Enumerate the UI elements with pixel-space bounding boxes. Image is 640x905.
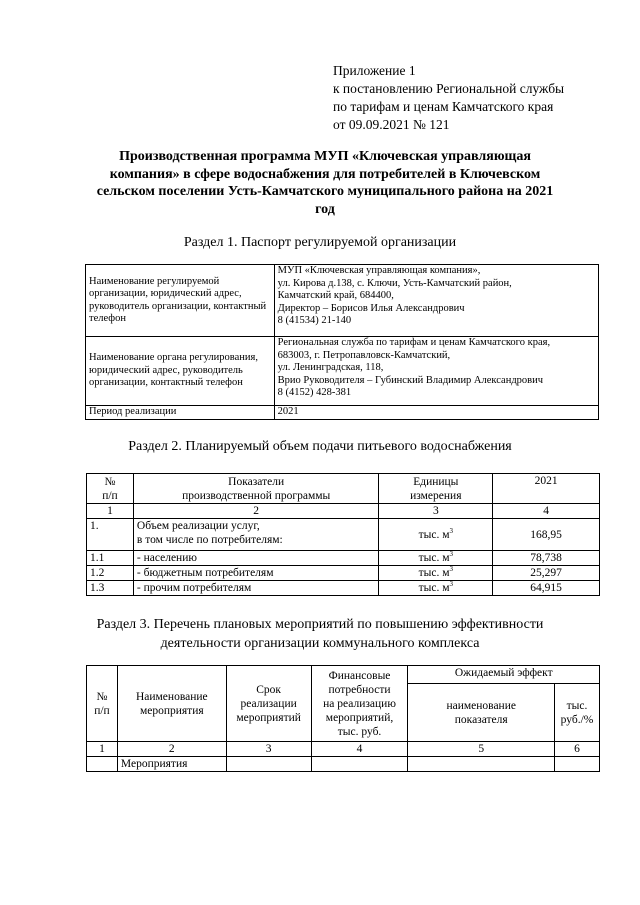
table-row <box>87 757 600 772</box>
measures-table <box>86 665 600 772</box>
value-line: МУП «Ключевская управляющая компания», <box>277 265 481 276</box>
col-number-row <box>87 504 600 519</box>
header-line: Наименование <box>135 690 208 703</box>
header-effect: Ожидаемый эффект <box>408 666 600 684</box>
row-unit <box>379 551 493 566</box>
value-line: Врио Руководителя – Губинский Владимир Александрович <box>277 374 544 386</box>
unit-text: тыс. м <box>418 567 450 579</box>
header-line: мероприятия <box>139 704 204 717</box>
row-name: - прочим потребителям <box>133 581 379 596</box>
unit-sup: 3 <box>449 565 453 574</box>
header-finance <box>311 666 408 742</box>
unit-text: тыс. м <box>418 528 450 541</box>
passport-label: Период реализации <box>86 406 275 420</box>
header-line: № <box>96 690 108 703</box>
unit-sup: 3 <box>449 526 453 535</box>
col-number: 4 <box>311 742 408 757</box>
header-effect-name <box>408 684 555 742</box>
value-line: ул. Ленинградская, 118, <box>277 362 384 373</box>
row-name <box>133 519 379 551</box>
header-effect-unit <box>554 684 599 742</box>
empty-cell <box>87 757 118 772</box>
passport-table <box>85 264 599 420</box>
header-num <box>87 474 134 504</box>
row-value: 168,95 <box>493 519 600 551</box>
col-number: 6 <box>554 742 599 757</box>
appendix-line: по тарифам и ценам Камчатского края <box>333 99 554 114</box>
col-number: 2 <box>117 742 226 757</box>
header-line: мероприятий, <box>325 711 394 724</box>
value-line: ул. Кирова д.138, с. Ключи, Усть-Камчатский район, <box>277 277 512 289</box>
header-unit <box>379 474 493 504</box>
passport-value <box>274 265 598 337</box>
col-number: 3 <box>226 742 311 757</box>
header-line: Единицы <box>413 475 459 488</box>
appendix-line: к постановлению Региональной службы <box>333 81 565 96</box>
header-line: № <box>104 475 116 488</box>
appendix-line: от 09.09.2021 № 121 <box>333 117 450 132</box>
unit-sup: 3 <box>449 580 453 589</box>
row-num: 1.3 <box>87 581 134 596</box>
header-line: тыс. руб. <box>337 725 382 738</box>
col-number: 4 <box>493 504 600 519</box>
unit-sup: 3 <box>449 550 453 559</box>
col-number-row <box>87 742 600 757</box>
row-unit <box>379 519 493 551</box>
table-header-row <box>87 666 600 684</box>
row-label: Мероприятия <box>117 757 226 772</box>
passport-value <box>274 406 598 420</box>
header-line: руб./% <box>560 713 594 726</box>
title-line: деятельности организации коммунального комплекса <box>160 636 480 651</box>
empty-cell <box>554 757 599 772</box>
col-number: 1 <box>87 504 134 519</box>
title-line: Раздел 3. Перечень плановых мероприятий по повышению эффективности <box>96 617 544 632</box>
name-line: в том числе по потребителям: <box>136 534 283 546</box>
name-line: Объем реализации услуг, <box>136 520 260 532</box>
header-line: мероприятий <box>236 711 301 724</box>
header-year: 2021 <box>493 474 600 504</box>
col-number: 1 <box>87 742 118 757</box>
unit-text: тыс. м <box>418 552 450 564</box>
header-line: тыс. <box>566 699 588 712</box>
row-value: 78,738 <box>493 551 600 566</box>
header-line: на реализацию <box>323 697 396 710</box>
document-title: Производственная программа МУП «Ключевская управляющая компания» в сфере водоснабжения для потребителей в Ключевском сельском поселении Усть-Камчатского муниципального района на 2021 год <box>96 149 554 217</box>
header-line: Финансовые <box>328 669 391 682</box>
table-row <box>86 406 599 420</box>
value-line: 8 (41534) 21-140 <box>277 315 352 326</box>
value-line: 683003, г. Петропавловск-Камчатский, <box>277 349 451 361</box>
unit-text: тыс. м <box>418 582 450 594</box>
passport-label: Наименование регулируемой организации, юридический адрес, руководитель организации, контактный телефон <box>86 265 275 337</box>
passport-label: Наименование органа регулирования, юридический адрес, руководитель организации, контактный телефон <box>86 337 275 406</box>
table-row <box>87 551 600 566</box>
col-number: 3 <box>379 504 493 519</box>
empty-cell <box>408 757 555 772</box>
section1-title: Раздел 1. Паспорт регулируемой организации <box>183 235 457 250</box>
header-line: Показатели <box>228 475 285 488</box>
value-line: Региональная служба по тарифам и ценам Камчатского края, <box>277 337 551 348</box>
section2-title: Раздел 2. Планируемый объем подачи питьевого водоснабжения <box>128 439 512 454</box>
appendix-block <box>333 62 564 134</box>
header-line: производственной программы <box>182 489 331 502</box>
header-line: п/п <box>94 704 110 717</box>
header-line: реализации <box>240 697 297 710</box>
table-header-row <box>87 474 600 504</box>
table-row <box>86 265 599 337</box>
row-num: 1. <box>87 519 134 551</box>
value-line: 8 (4152) 428-381 <box>277 387 352 398</box>
row-unit <box>379 566 493 581</box>
table-row <box>86 337 599 406</box>
empty-cell <box>311 757 408 772</box>
volume-table <box>86 473 600 596</box>
value-line: Директор – Борисов Илья Александрович <box>277 302 465 314</box>
header-line: Срок <box>256 683 282 696</box>
header-line: потребности <box>328 683 391 696</box>
table-row <box>87 519 600 551</box>
empty-cell <box>226 757 311 772</box>
col-number: 2 <box>133 504 379 519</box>
row-name: - населению <box>133 551 379 566</box>
row-value: 25,297 <box>493 566 600 581</box>
appendix-line: Приложение 1 <box>333 63 416 78</box>
header-indicator <box>133 474 379 504</box>
header-name <box>117 666 226 742</box>
header-line: измерения <box>410 489 462 502</box>
header-term <box>226 666 311 742</box>
row-name: - бюджетным потребителям <box>133 566 379 581</box>
row-unit <box>379 581 493 596</box>
table-row <box>87 581 600 596</box>
col-number: 5 <box>408 742 555 757</box>
value-line: Камчатский край, 684400, <box>277 290 394 301</box>
row-num: 1.2 <box>87 566 134 581</box>
row-num: 1.1 <box>87 551 134 566</box>
header-line: показателя <box>454 713 508 726</box>
value-line: 2021 <box>277 406 299 417</box>
passport-value <box>274 337 598 406</box>
table-row <box>87 566 600 581</box>
header-line: п/п <box>102 489 118 502</box>
header-num <box>87 666 118 742</box>
section3-title <box>60 615 580 653</box>
row-value: 64,915 <box>493 581 600 596</box>
header-line: наименование <box>446 699 516 712</box>
